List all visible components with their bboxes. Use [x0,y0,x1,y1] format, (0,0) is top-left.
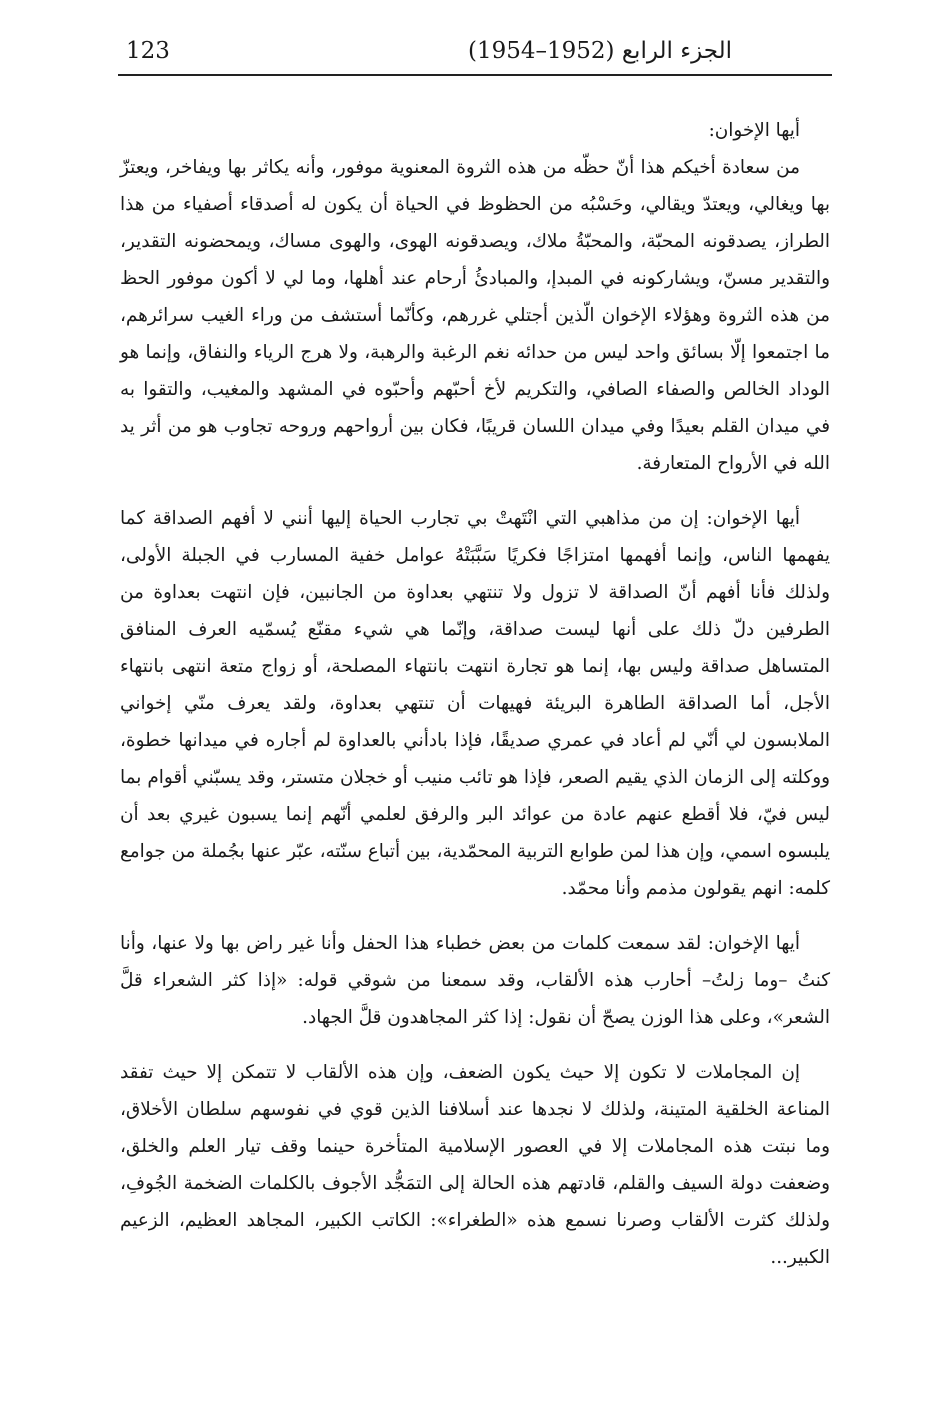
page-number: 123 [126,38,170,64]
paragraph-1: من سعادة أخيكم هذا أنّ حظّه من هذه الثروة المعنوية موفور، وأنه يكاثر بها ويفاخر، ويعتزّ بها ويغالي، ويعتدّ ويقالي، وحَسْبُه من الحظوظ في الحياة أن يكون له أصدقاء أصفياء من هذا الطراز، يصدقونه المحبّة، والمحبّةُ ملاك، ويصدقونه الهوى، والهوى مساك، ويمحضونه التقدير، والتقدير مسنّ، ويشاركونه في المبدإ، والمبادئُ أرحام عند أهلها، وما لي لا أكون موفور الحظ من هذه الثروة وهؤلاء الإخوان الّذين أجتلي غررهم، وكأنّما أستشف من وراء الغيب سرائرهم، ما اجتمعوا إلّا بسائق واحد ليس من حدائه نغم الرغبة والرهبة، ولا هرج الرياء والنفاق، وإنما هو الوداد الخالص والصفاء الصافي، والتكريم لأخ أحبّهم وأحبّوه في المشهد والمغيب، والتقوا به في ميدان القلم بعيدًا وفي ميدان اللسان قريبًا، فكان بين أرواحهم وروحه تجاوب هو من أثر يد الله في الأرواح المتعارفة. [120,157,830,474]
paragraph-2: أيها الإخوان: إن من مذاهبي التي انْتَهتْ بي تجارب الحياة إليها أنني لا أفهم الصداقة كما يفهمها الناس، وإنما أفهمها امتزاجًا فكريًا سَبَّبَتْهُ عوامل خفية المسارب في الجبلة الأولى، ولذلك فأنا أفهم أنّ الصداقة لا تزول ولا تنتهي بعداوة من الجانبين، فإن انتهت بعداوة من الطرفين دلّ ذلك على أنها ليست صداقة، وإنّما هي شيء مقنّع يُسمّيه العرف المنافق المتساهل صداقة وليس بها، إنما هو تجارة انتهت بانتهاء المصلحة، أو زواج متعة انتهى بانتهاء الأجل، أما الصداقة الطاهرة البريئة فهيهات أن تنتهي بعداوة، ولقد يعرف منّي إخواني الملابسون لي أنّي لم أعاد في عمري صديقًا، فإذا بادأني بالعداوة لم أجاره في ميدانها خطوة، ووكلته إلى الزمان الذي يقيم الصعر، فإذا هو تائب منيب أو خجلان متستر، وقد يسبّني أقوام بما ليس فيّ، فلا أقطع عنهم عادة من عوائد البر والرفق لعلمي أنّهم إنما يسبون غيري بعد أن يلبسوه اسمي، وإن هذا لمن طوابع التربية المحمّدية، بين أتباع سنّته، عبّر عنها بجُملة من جوامع كلمه: انهم يقولون مذمم وأنا محمّد. [120,508,830,899]
page-body [120,112,830,1294]
running-title: الجزء الرابع (1952–1954) [467,38,732,64]
paragraph-4: إن المجاملات لا تكون إلا حيث يكون الضعف، وإن هذه الألقاب لا تتمكن إلا حيث تفقد المناعة الخلقية المتينة، ولذلك لا نجدها عند أسلافنا الذين قوي في نفوسهم سلطان الأخلاق، وما نبتت هذه المجاملات إلا في العصور الإسلامية المتأخرة حينما وقف تيار العلم والخلق، وضعفت دولة السيف والقلم، قادتهم هذه الحالة إلى التمَجُّد الأجوف بالكلمات الضخمة الجُوفِ، ولذلك كثرت الألقاب وصرنا نسمع هذه «الطغراء»: الكاتب الكبير، المجاهد العظيم، الزعيم الكبير... [120,1062,830,1268]
page-header [118,36,832,76]
opening-address: أيها الإخوان: [708,120,800,141]
paragraph-3: أيها الإخوان: لقد سمعت كلمات من بعض خطباء هذا الحفل وأنا غير راض بها ولا عنها، وأنا كنتُ –وما زلتُ– أحارب هذه الألقاب، وقد سمعنا من شوقي قوله: «إذا كثر الشعراء قلَّ الشعر»، وعلى هذا الوزن يصحّ أن نقول: إذا كثر المجاهدون قلَّ الجهاد. [120,933,830,1028]
